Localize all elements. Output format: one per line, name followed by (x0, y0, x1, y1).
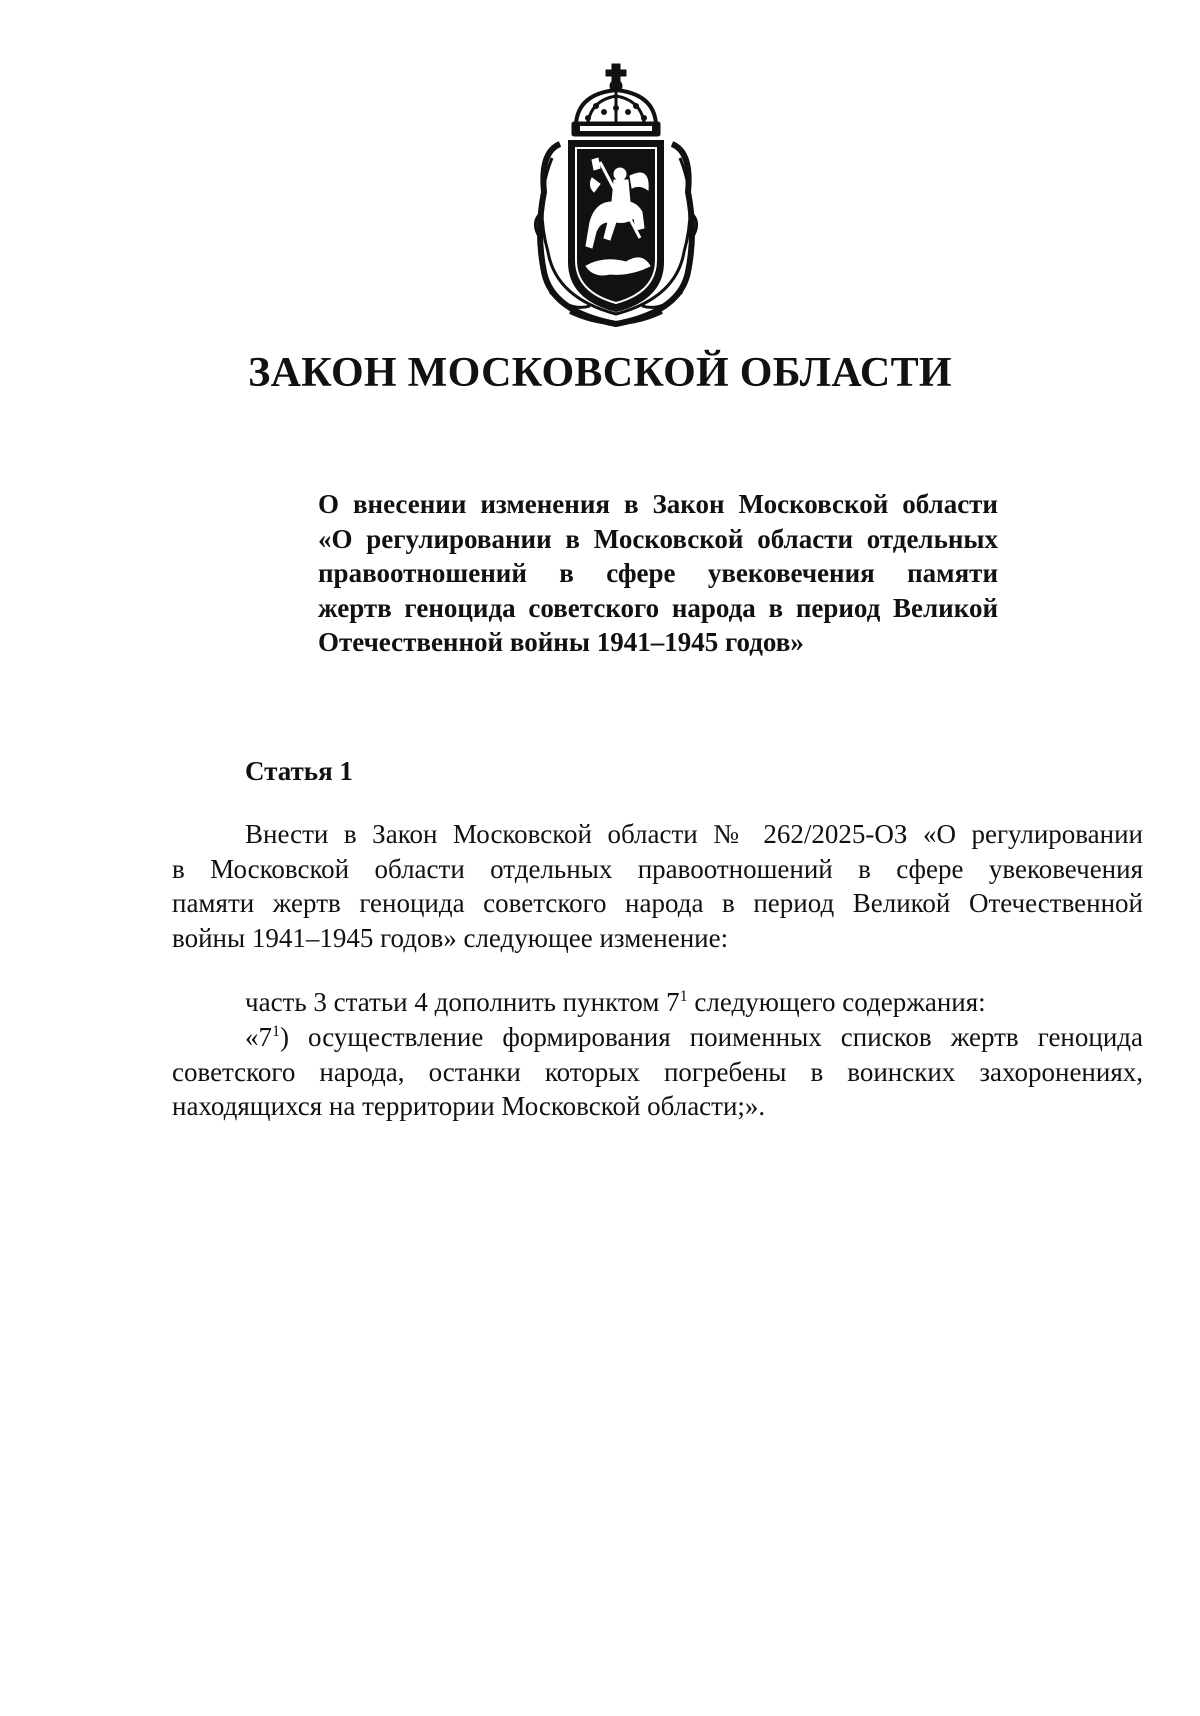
text-fragment: следующего содержания: (687, 987, 986, 1017)
law-title: ЗАКОН МОСКОВСКОЙ ОБЛАСТИ (248, 350, 952, 396)
article-heading: Статья 1 (245, 756, 353, 786)
text-fragment: ) осуществление формирования поименных списков жертв геноцида (280, 1022, 1143, 1052)
text-fragment: «7 (245, 1022, 272, 1052)
paragraph-amendment (172, 817, 1143, 955)
law-subtitle (318, 487, 998, 660)
paragraph-new-item (172, 1020, 1143, 1124)
subtitle-line: Отечественной войны 1941–1945 годов» (318, 627, 804, 657)
paragraph-line: памяти жертв геноцида советского народа в период Великой Отечественной (172, 888, 1143, 918)
subtitle-line: О внесении изменения в Закон Московской области (318, 489, 998, 519)
subtitle-line: правоотношений в сфере увековечения памяти (318, 558, 998, 588)
paragraph-line: войны 1941–1945 годов» следующее изменение: (172, 922, 729, 953)
superscript: 1 (679, 988, 688, 1005)
subtitle-line: жертв геноцида советского народа в период Великой (318, 592, 998, 623)
text-fragment: часть 3 статьи 4 дополнить пунктом 7 (245, 987, 680, 1017)
superscript: 1 (272, 1023, 280, 1040)
paragraph-line: в Московской области отдельных правоотношений в сфере увековечения (172, 853, 1143, 884)
paragraph-line (172, 1020, 1143, 1055)
paragraph-line: советского народа, останки которых погребены в воинских захоронениях, (172, 1056, 1143, 1087)
paragraph-line: находящихся на территории Московской области;». (172, 1091, 766, 1121)
paragraph-line (172, 985, 1143, 1020)
subtitle-line: «О регулировании в Московской области отдельных (318, 523, 998, 554)
crown-icon (572, 64, 660, 136)
coat-of-arms-icon (530, 62, 702, 332)
paragraph-line: Внести в Закон Московской области № 262/2025-ОЗ «О регулировании (245, 819, 1143, 849)
paragraph-addition (172, 985, 1143, 1020)
